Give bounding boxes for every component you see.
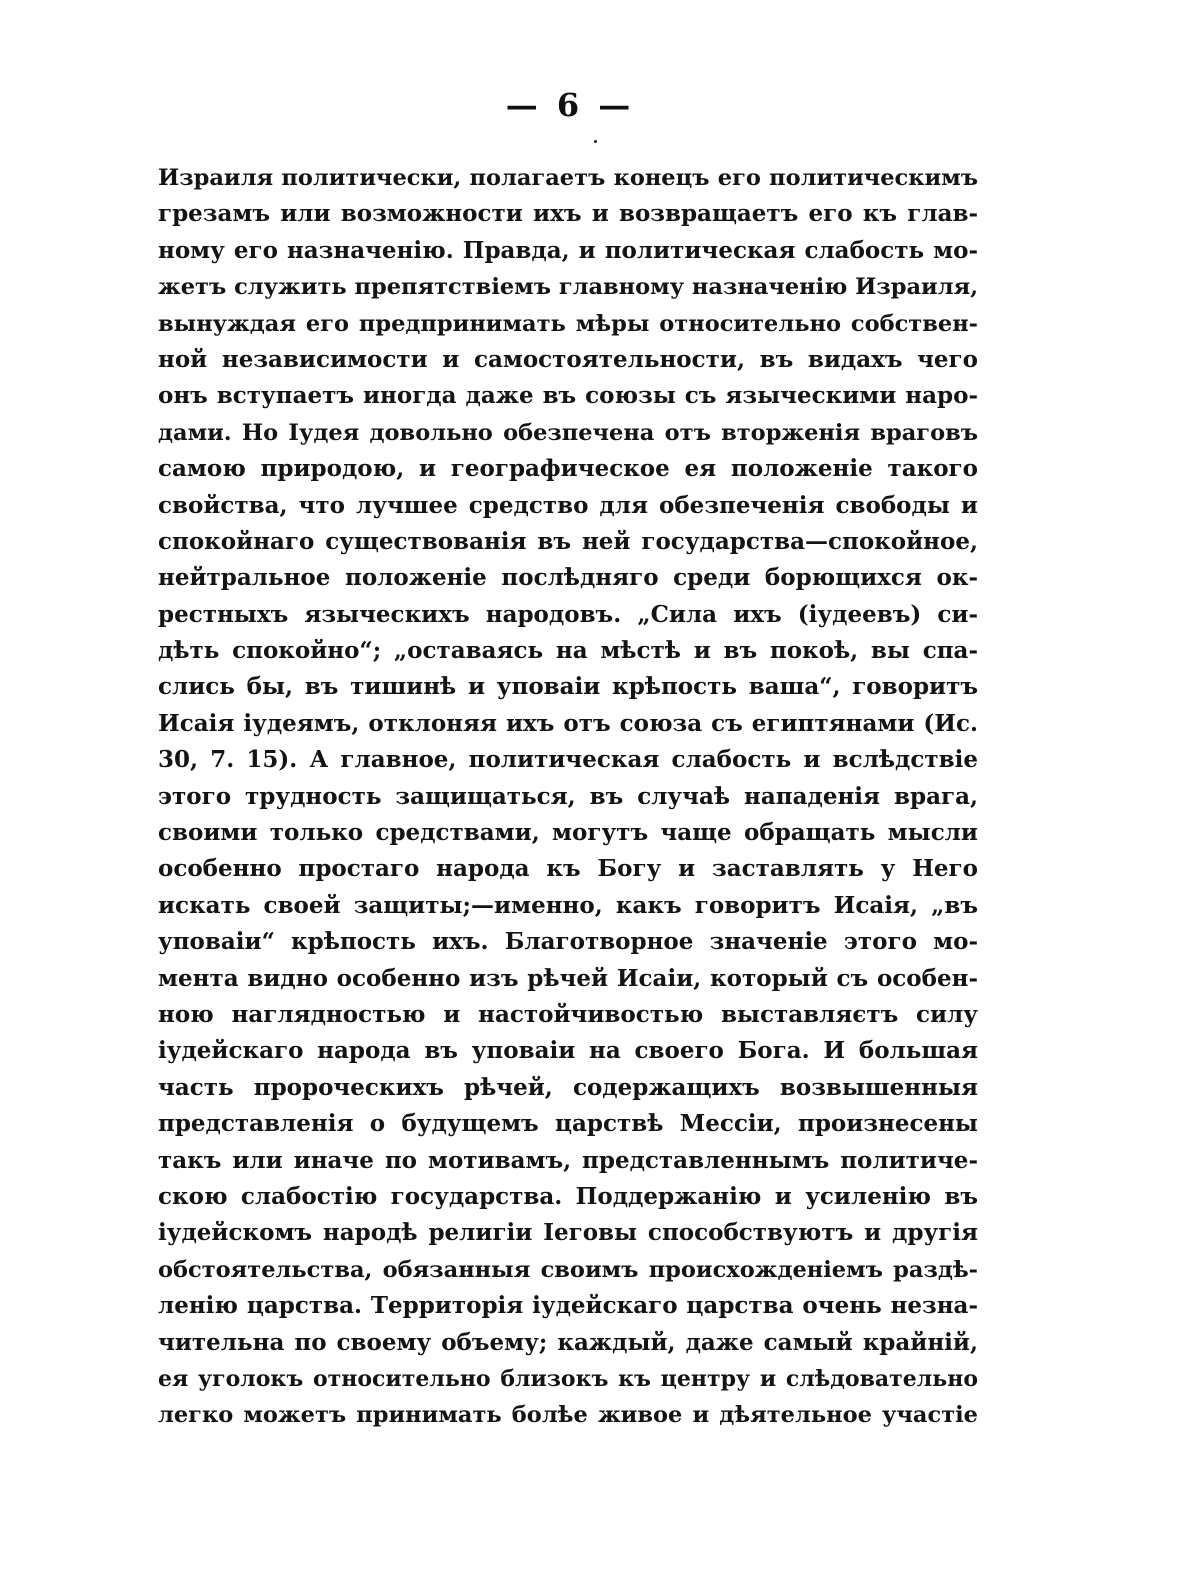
- text-line: ному его назначенію. Правда, и политическая слабость мо-: [158, 236, 978, 264]
- text-line: 30, 7. 15). А главное, политическая слабость и вслѣдствіе: [158, 746, 978, 774]
- text-line: свойства, что лучшее средство для обезпеченія свободы и: [158, 491, 978, 519]
- page-number: — 6 —: [505, 86, 635, 124]
- text-line: обстоятельства, обязанныя своимъ происхожденіемъ раздѣ-: [158, 1256, 978, 1283]
- text-line: слись бы, въ тишинѣ и уповаіи крѣпость ваша“, говоритъ: [158, 673, 978, 701]
- text-line: нейтральное положеніе послѣдняго среди борющихся ок-: [158, 564, 978, 592]
- text-line: ея уголокъ относительно близокъ къ центру и слѣдовательно: [158, 1365, 978, 1392]
- text-line: рестныхъ языческихъ народовъ. „Сила ихъ (іудеевъ) си-: [158, 600, 978, 628]
- text-line: іудейскомъ народѣ религіи Іеговы способствуютъ и другія: [158, 1219, 978, 1247]
- text-line: ленію царства. Территорія іудейскаго царства очень незна-: [158, 1292, 978, 1320]
- text-line: мента видно особенно изъ рѣчей Исаіи, который съ особен-: [158, 964, 978, 992]
- text-line: жетъ служить препятствіемъ главному назначенію Израиля,: [158, 274, 978, 301]
- text-line: часть пророческихъ рѣчей, содержащихъ возвышенныя: [158, 1073, 978, 1101]
- text-line: онъ вступаетъ иногда даже въ союзы съ языческими наро-: [158, 382, 978, 410]
- text-line: самою природою, и географическое ея положеніе такого: [158, 455, 978, 483]
- text-line: искать своей защиты;—именно, какъ говоритъ Исаія, „въ: [158, 891, 978, 919]
- text-line: особенно простаго народа къ Богу и заставлять у Него: [158, 855, 978, 883]
- text-line: легко можетъ принимать болѣе живое и дѣятельное участіе: [158, 1402, 978, 1429]
- text-line: такъ или иначе по мотивамъ, представленнымъ политиче-: [158, 1146, 978, 1174]
- text-line: представленія о будущемъ царствѣ Мессіи, произнесены: [158, 1110, 978, 1138]
- text-line: ною наглядностью и настойчивостью выставляєтъ силу: [158, 1000, 978, 1028]
- body-text: [158, 160, 978, 1434]
- text-line: чительна по своему объему; каждый, даже самый крайній,: [158, 1328, 978, 1356]
- text-line: этого трудность защищаться, въ случаѣ нападенія врага,: [158, 782, 978, 810]
- text-line: дѣть спокойно“; „оставаясь на мѣстѣ и въ покоѣ, вы спа-: [158, 637, 978, 665]
- text-line: ной независимости и самостоятельности, въ видахъ чего: [158, 345, 978, 373]
- text-line: Исаія іудеямъ, отклоняя ихъ отъ союза съ египтянами (Ис.: [158, 709, 978, 737]
- text-line: уповаіи“ крѣпость ихъ. Благотворное значеніе этого мо-: [158, 928, 978, 956]
- text-line: своими только средствами, могутъ чаще обращать мысли: [158, 819, 978, 847]
- text-line: іудейскаго народа въ уповаіи на своего Бога. И большая: [158, 1037, 978, 1065]
- text-line: дами. Но Іудея довольно обезпечена отъ вторженія враговъ: [158, 419, 978, 446]
- text-line: скою слабостію государства. Поддержанію и усиленію въ: [158, 1182, 978, 1210]
- text-line: Израиля политически, полагаетъ конецъ его политическимъ: [158, 165, 978, 191]
- text-line: вынуждая его предпринимать мѣры относительно собствен-: [158, 310, 978, 337]
- text-line: грезамъ или возможности ихъ и возвращаетъ его къ глав-: [158, 200, 978, 228]
- ink-speck: [594, 140, 597, 143]
- text-line: спокойнаго существованія въ ней государства—спокойное,: [158, 527, 978, 555]
